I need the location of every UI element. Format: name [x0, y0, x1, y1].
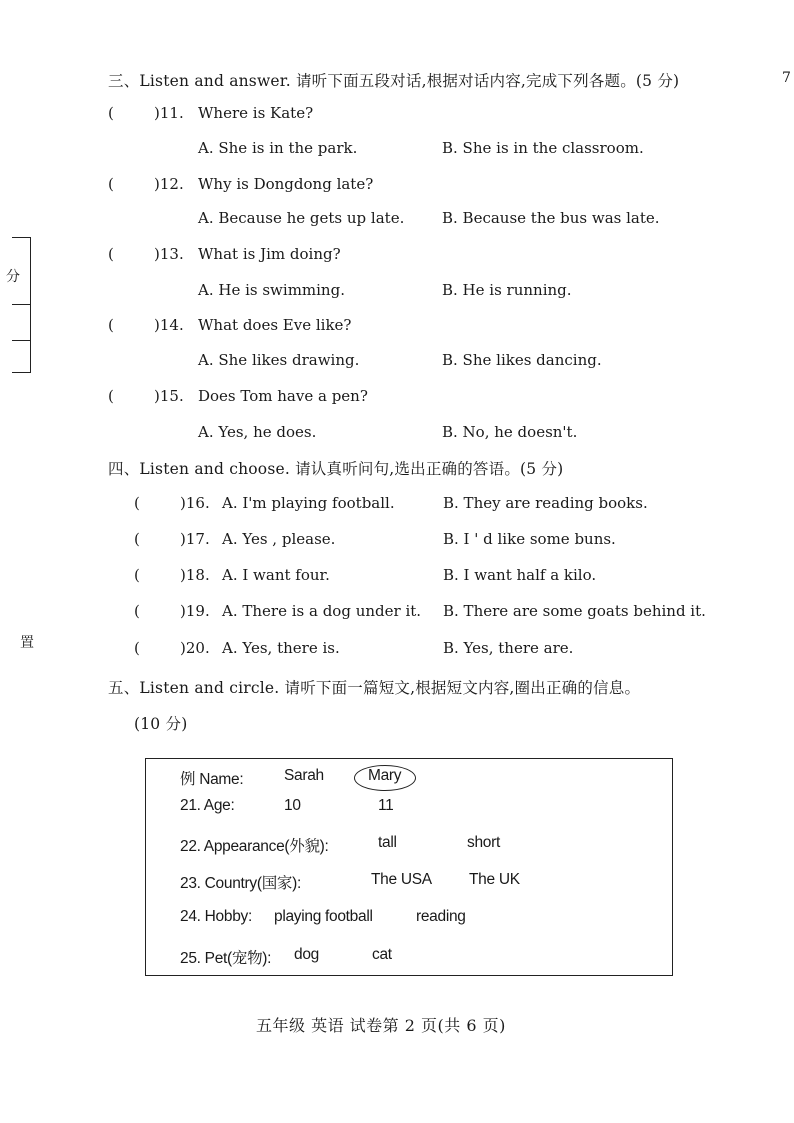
margin-rule [30, 237, 31, 373]
score-mark: 分 [6, 269, 20, 285]
row-option-2: reading [416, 908, 466, 925]
row-option-2: Mary [368, 767, 402, 784]
question-number: )12. [154, 175, 184, 193]
answer-paren: ( [108, 387, 114, 405]
answer-paren: ( [134, 530, 140, 548]
option-b: B. I want half a kilo. [443, 566, 597, 584]
margin-rule [12, 304, 30, 305]
question-number: )11. [154, 104, 184, 122]
answer-paren: ( [108, 175, 114, 193]
question-text: What does Eve like? [198, 316, 352, 334]
answer-paren: ( [134, 566, 140, 584]
margin-rule [12, 237, 30, 238]
question-text: Does Tom have a pen? [198, 387, 368, 405]
option-b: B. There are some goats behind it. [443, 602, 706, 620]
row-option-1: 10 [284, 797, 301, 814]
row-label: 23. Country(国家): [180, 875, 301, 892]
question-number: )19. [180, 602, 210, 620]
answer-paren: ( [134, 639, 140, 657]
row-label: 24. Hobby: [180, 908, 252, 925]
option-a: A. I'm playing football. [222, 494, 395, 512]
row-option-2: The UK [469, 871, 520, 888]
option-a: A. She likes drawing. [198, 351, 360, 369]
row-option-2: 11 [378, 797, 394, 814]
answer-paren: ( [108, 316, 114, 334]
row-option-1: playing football [274, 908, 373, 925]
row-label: 22. Appearance(外貌): [180, 838, 329, 855]
page-footer: 五年级 英语 试卷第 2 页(共 6 页) [256, 1016, 506, 1035]
margin-rule [12, 340, 30, 341]
option-b: B. She is in the classroom. [442, 139, 644, 157]
row-option-1: dog [294, 946, 319, 963]
row-label: 25. Pet(宠物): [180, 950, 272, 967]
answer-paren: ( [108, 104, 114, 122]
option-a: A. He is swimming. [198, 281, 345, 299]
margin-rule [12, 372, 30, 373]
row-option-1: Sarah [284, 767, 324, 784]
question-number: )20. [180, 639, 210, 657]
option-a: A. I want four. [222, 566, 330, 584]
option-a: A. There is a dog under it. [222, 602, 422, 620]
option-b: B. They are reading books. [443, 494, 648, 512]
section-3-title: 三、Listen and answer. 请听下面五段对话,根据对话内容,完成下列各题。(5 分) [108, 72, 680, 90]
question-number: )17. [180, 530, 210, 548]
row-label: 例 Name: [180, 771, 244, 788]
circle-info-table [145, 758, 673, 976]
section-5-title: 五、Listen and circle. 请听下面一篇短文,根据短文内容,圈出正确的信息。 [108, 679, 641, 697]
option-b: B. I ' d like some buns. [443, 530, 616, 548]
option-a: A. Because he gets up late. [198, 209, 405, 227]
question-number: )13. [154, 245, 184, 263]
question-number: )15. [154, 387, 184, 405]
question-number: )16. [180, 494, 210, 512]
question-text: What is Jim doing? [198, 245, 341, 263]
option-b: B. She likes dancing. [442, 351, 602, 369]
option-b: B. He is running. [442, 281, 572, 299]
question-text: Why is Dongdong late? [198, 175, 374, 193]
option-b: B. Yes, there are. [443, 639, 574, 657]
answer-paren: ( [108, 245, 114, 263]
row-option-2: short [467, 834, 500, 851]
section-5-score: (10 分) [134, 715, 188, 733]
margin-mark: 7 [782, 70, 791, 86]
option-a: A. She is in the park. [198, 139, 358, 157]
answer-paren: ( [134, 494, 140, 512]
question-text: Where is Kate? [198, 104, 314, 122]
row-option-1: tall [378, 834, 397, 851]
option-a: A. Yes, he does. [198, 423, 317, 441]
seat-mark: 置 [20, 635, 34, 651]
question-number: )14. [154, 316, 184, 334]
row-label: 21. Age: [180, 797, 235, 814]
question-number: )18. [180, 566, 210, 584]
option-a: A. Yes , please. [222, 530, 336, 548]
row-option-2: cat [372, 946, 392, 963]
row-option-1: The USA [371, 871, 432, 888]
answer-paren: ( [134, 602, 140, 620]
section-4-title: 四、Listen and choose. 请认真听问句,选出正确的答语。(5 分) [108, 460, 564, 478]
option-b: B. No, he doesn't. [442, 423, 578, 441]
option-a: A. Yes, there is. [222, 639, 340, 657]
option-b: B. Because the bus was late. [442, 209, 660, 227]
